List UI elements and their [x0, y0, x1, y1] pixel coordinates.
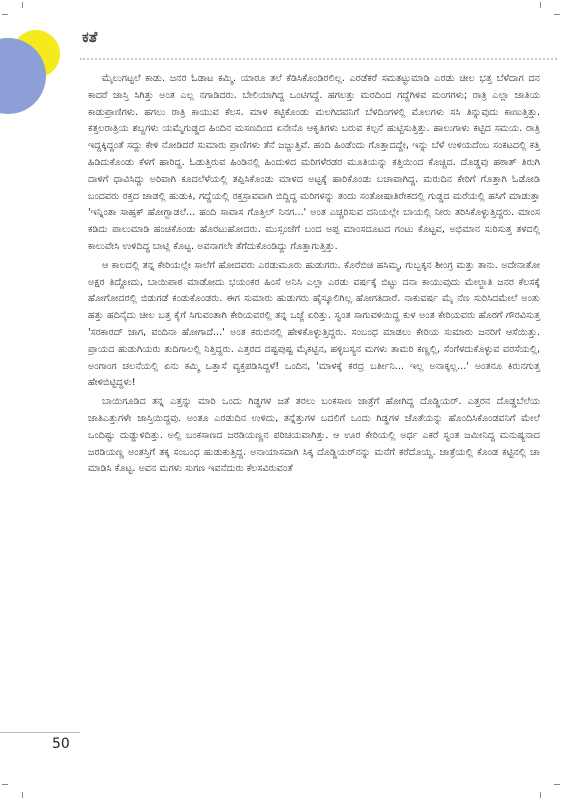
crop-mark: [540, 2, 541, 8]
crop-mark: [22, 792, 23, 798]
section-title: ಕತೆ: [82, 28, 98, 46]
footer-rule: [0, 732, 80, 733]
paragraph: ಬಾಯಿಗೂಡಿದ ತನ್ನ ಎತ್ತನ್ನು ಮಾರಿ ಒಂದು ಗಿಡ್ಡಗಳ ಜತೆ ತರಲು ಬಂಕಸಾಣ ಜಾತ್ರೆಗೆ ಹೋಗಿದ್ದ ದೊಡ್ಡಿಯರ್. ಎತ್ತರನ ದೊಡ್ಡಬೆಲೆಯ ಜಾತಿಎತ್ತುಗಳೇ ಜಾಸ್ತಿಯಿದ್ದವು. ಅಂತೂ ಎರಡುದಿನ ಉಳಿದು, ತನ್ನೆತ್ತುಗಳ ಬದಲಿಗೆ ಒಂದು ಗಿಡ್ಡಗಳ ಜೊತೆಯನ್ನು ಹೊಂದಿಸಿಕೊಂಡವನಿಗೆ ಮೇಲೆ ಒಂದಿಷ್ಟು ದುಡ್ಡುಳಿದಿತ್ತು. ಅಲ್ಲಿ ಬಂಕಸಾಣದ ಜರಡಿಯಣ್ಣನ ಪರಿಚಯವಾಗಿತ್ತು. ಆ ಊರ ಕೇರಿಯಲ್ಲಿ ಅರ್ಧ ಎಕರೆ ಸ್ವಂತ ಜಮೀನಿದ್ದ ಮನುಷ್ಯನಾದ ಜರಡಿಯಣ್ಣ ಅಂತಸ್ತಿಗೆ ತಕ್ಕ ಸಂಬಂಧ ಹುಡುಕುತ್ತಿದ್ದ. ಅನಾಯಾಸವಾಗಿ ಸಿಕ್ಕ ದೊಡ್ಡಿಯರ್‌ನನ್ನು ಮನೆಗೆ ಕರೆದೊಯ್ದ. ಜಾತ್ರೆಯಲ್ಲಿ ಕೊಂಡ ಕಟ್ಟಿನಲ್ಲಿ ಚಾ ಮಾಡಿಸಿ ಕೊಟ್ಟ. ಅವನ ಮಗಳು ಸುಗಣ ಇವನೆದುರು ಕೆಲಸವಿರುವಂತೆ: [88, 396, 540, 475]
crop-mark: [2, 14, 8, 15]
crop-mark: [554, 784, 560, 785]
crop-mark: [2, 784, 8, 785]
page-number: 50: [52, 736, 70, 752]
paragraph: ಆ ಕಾಲದಲ್ಲಿ ತನ್ನ ಕೇರಿಯಲ್ಲೇ ಸಾಲೆಗೆ ಹೋದವರು ಎರಡುಮೂರು ಹುಡುಗರು. ಕೊರೆಬಿಚಿ ಹಸಿಮ್ಮ, ಗುಬ್ಬಕ್ಕನ ಶೀಂಗ್ರ ಮತ್ತು ತಾನು. ಅದೇನಾತೋ ಅಕ್ಷರ ತಿದ್ದೋದು, ಬಾಯಿಪಾಠ ಮಾಡೋದು ಭಯಂಕರ ಹಿಂಸೆ ಅನಿಸಿ ಎಲ್ಲಾ ಎರಡು ವರ್ಷಕ್ಕೆ ಬಿಟ್ಟು ದನಾ ಕಾಯುವುದು ಮೇಲ್ಜಾತಿ ಜನರ ಕೆಲಸಕ್ಕೆ ಹೋಗೋದರಲ್ಲಿ ಬಿಡುಗಡೆ ಕಂಡುಕೊಂಡರು. ಈಗ ಸುಮಾರು ಹುಡುಗರು ಹೈಸ್ಕೂಲಿಗಿಲ್ಲ ಹೋಗತಿದಾರೆ. ನಾಕುವರ್ಷ ಮೈ ನೆಣ ಸುರಿಸಿದಮೇಲೆ ಅಂತು ಹತ್ತು ಹದಿನೈದು ಚೀಲ ಬತ್ತ ಕೈಗೆ ಸಿಗುವಂತಾಗಿ ಕೇರಿಯವರಲ್ಲಿ ತನ್ನ ಒಜ್ಜೆ ಏರಿತ್ತು. ಸ್ವಂತ ಸಾಗುವಳಿಯಿದ್ದ ಕುಳ ಅಂತ ಕೇರಿಯವರು ಹೊರಗೆ ಗೌರವಿಸುತ್ತ 'ಸರಕಾರದ್ ಜಾಗ, ವಂದಿನಾ ಹೋಗಾದೆ...' ಅಂತ ಕರುಬಿನಲ್ಲಿ ಹೇಳಿಕೊಳ್ಳುತ್ತಿದ್ದರು. ಸಂಬಂಧ ಮಾಡಲು ಕೇರಿಯ ಸುಮಾರು ಜನರಿಗೆ ಆಸೆಯಿತ್ತು. ಪ್ರಾಯದ ಹುಡುಗಿಯರು ತುದಿಗಾಲಲ್ಲಿ ನಿತ್ತಿದ್ದರು. ಎತ್ತರದ ದಷ್ಟಪುಷ್ಟ ಮೈಕಟ್ಟಿನ, ಹಳ್ಳಿಬಸ್ಯನ ಮಗಳು ತಾಮರಿ ಕಣ್ಣಲ್ಲಿ, ಸೆಂಗೆಳದುಕೊಳ್ಳುವ ವರಸೆಯಲ್ಲಿ, ಅಂಗಾಂಗ ಚಲನೆಯಲ್ಲಿ ಏನು ಕಮ್ಮಿ ಒತ್ತಾಸೆ ವ್ಯಕ್ತಪಡಿಸಿದ್ದಳೆ! ಒಂದಿನ, 'ಮಾಳಕ್ಕೆ ಕರದ್ರ ಬರ್ತೀನಿ... ಇಲ್ಲ ಅನಾಕ್ಕಲ್ಲ...' ಅಂತನೂ ಕಿರುನಗುತ್ತ ಹೇಳಿಬಿಟ್ಟಿದ್ದಳು!: [88, 259, 540, 389]
header-divider: [80, 58, 557, 60]
crop-mark: [22, 2, 23, 8]
crop-mark: [540, 792, 541, 798]
crop-mark: [554, 14, 560, 15]
decorative-circles: [0, 20, 80, 120]
article-body: [88, 71, 540, 478]
paragraph: ಮೈಲುಗಟ್ಟಲೆ ಕಾಡು. ಜನರ ಓಡಾಟ ಕಮ್ಮಿ. ಯಾರೂ ತಲೆ ಕೆಡಿಸಿಕೊಂಡಿರಲಿಲ್ಲ. ಎರಡೆಕರೆ ಸಮತಟ್ಟುಮಾಡಿ ಎರಡು ಚೀಲ ಭತ್ತ ಬೆಳೆದಾಗ ದನ ಕಾದರೆ ಜಾಸ್ತಿ ಸಿಗಿತ್ತು ಅಂತ ಎಲ್ಲ ನಗಾಡಿದರು. ಬೇಲಿಯಾಗಿದ್ದ ಒಂಟಿಗದ್ದೆ. ಹಗಲತ್ತು ಮರದಿಂದ ಗದ್ದೆಗಿಳಿವ ಮಂಗಗಳು; ರಾತ್ರಿ ಎಲ್ಲಾ ಜಾತಿಯ ಕಾಡುಪ್ರಾಣಿಗಳು. ಹಗಲು ರಾತ್ರಿ ಕಾಯುವ ಕೆಲಸ. ಮಾಳ ಕಟ್ಟಿಕೊಂಡು ಮಲಗಿದವನಿಗೆ ಬೆಳದಿಂಗಳಲ್ಲಿ ಮೊಲಗಳು ಸಸಿ ತಿನ್ನುವುದು ಕಾಣುತ್ತಿತ್ತು. ಕತ್ತಲರಾತ್ರಿಯ ಶಬ್ದಗಳು ಯಮ್ಮೆಗುಡ್ಡದ ಹಿಂದಿನ ಮಸಣದಿಂದ ಏನೇನೊ ಆಕೃತಿಗಳು ಬರುವ ಕಲ್ಪನೆ ಹುಟ್ಟಿಸುತ್ತಿತ್ತು. ಹಾಲುಗಾಳು ಕಟ್ಟಿದ ಸಮಯ. ರಾತ್ರಿ ಇದ್ದಕ್ಕಿದ್ದಂತೆ ಸದ್ದು ಕೇಳಿ ನೋಡಿದರೆ ಸುಮಾರು ಪ್ರಾಣಿಗಳು ತೆನೆ ಜಜ್ಜುತ್ತಿವೆ. ಹಂದಿ ಹಿಂಡೆಂದು ಗೊತ್ತಾದದ್ದೇ, ಇನ್ನು ಬೆಳೆ ಉಳಿಯದೆಂಬ ಸಂಕಟದಲ್ಲಿ ಕತ್ತಿ ಹಿಡಿದುಕೊಂಡು ಕೆಳಗೆ ಹಾರಿದ್ದ. ಓಡುತ್ತಿರುವ ಹಿಂಡಿನಲ್ಲಿ ಹಿಂದುಳಿದ ಮರಿಗಳೆರಡರ ಮೂತಿಯನ್ನು ಕತ್ತಿಯಿಂದ ಕೊಚ್ಚಿದ. ದೊಡ್ಡವು ಹಠಾತ್ ತಿರುಗಿ ದಾಳಿಗೆ ಧಾವಿಸಿದ್ದು ಅರಿವಾಗಿ ಕೂದಲೆಳೆಯಲ್ಲಿ ತಪ್ಪಿಸಿಕೊಂಡು ಮಾಳದ ಅಟ್ಟಕ್ಕೆ ಹಾರಿಕೊಂಡು ಬಚಾವಾಗಿದ್ದ. ಮರುದಿನ ಕೇರಿಗೆ ಗೊತ್ತಾಗಿ ಓಡೋಡಿ ಬಂದವರು ರಕ್ತದ ಜಾಡಲ್ಲಿ ಹುಡುಕಿ, ಗದ್ದೆಯಲ್ಲಿ ರಕ್ತಸ್ರಾವವಾಗಿ ಬಿದ್ದಿದ್ದ ಮರಿಗಳನ್ನು ತಂದು ಸಂತೋಷಾತಿರೇಕದಲ್ಲಿ ಗುಡ್ಡದ ಮರೆಯಲ್ಲಿ ಹಸಿಗೆ ಮಾಡುತ್ತಾ 'ಇನ್ನಿಂತಾ ಸಾಹ್ಸಕ್ ಹೋಗ್ಬಾಡಲೆ... ಹಂದಿ ಸಾವಾಸ ಗೊತ್ತಿಲ್ ನಿನಗ...' ಅಂತ ಎಚ್ಚರಿಸುವ ದನಿಯಲ್ಲೇ ಬಾಯಲ್ಲಿ ನೀರು ತರಿಸಿಕೊಳ್ಳುತ್ತಿದ್ದರು. ಮಾಂಸ ಕಡಿದು ಪಾಲುಮಾಡಿ ಹಂಚಿಕೊಂಡು ಹೊರಟುಹೋದರು. ಮುಸ್ಸಂಜೆಗೆ ಬಂದ ಅಪ್ಪ ಮಾಂಸದೂಟದ ಗಂಟು ಕೊಟ್ಟವ, ಅಭಿಮಾನ ಸುರಿಸುತ್ತ ತಳದಲ್ಲಿ ಕಾಲುವೇಸಿ ಉಳಿದಿದ್ದ ಬಾಟ್ಲಿ ಕೊಟ್ಟ. ಅವನಾಗಲೇ ತೆಗೆದುಕೊಂಡಿದ್ದು ಗೊತ್ತಾಗುತ್ತಿತ್ತು.: [88, 73, 540, 252]
